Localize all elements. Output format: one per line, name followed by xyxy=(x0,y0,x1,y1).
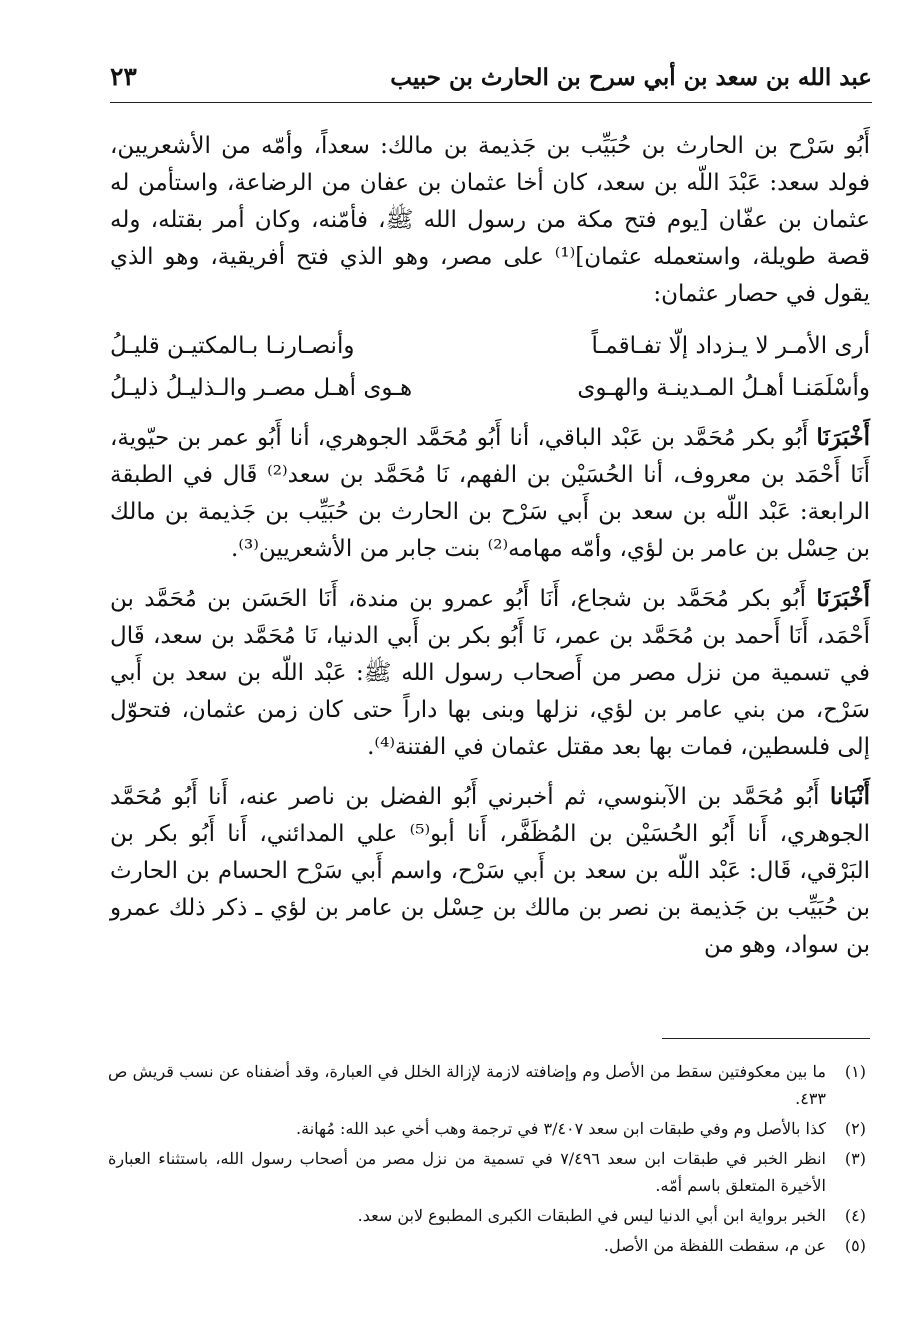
paragraph-3-text: أَبُو بكر مُحَمَّد بن شجاع، أَنَا أَبُو عمرو بن مندة، أَنَا الحَسَن بن مُحَمَّد بن أَحْمَد، أَنَا أَحمد بن مُحَمَّد بن عمر، نَا أَبُو بكر بن أَبي الدنيا، نَا مُحَمَّد بن سعد، قَال في تسمية من نزل مصر من أَصحاب رسول الله ﷺ: عَبْد اللّه بن سعد بن أَبي سَرْح، من بني عامر بن لؤي، نزلها وبنى بها داراً حتى كان زمن عثمان، فتحوّل إلى فلسطين، فمات بها بعد مقتل عثمان في الفتنة⁽⁴⁾. xyxy=(110,586,870,760)
poem-verses xyxy=(110,325,870,409)
footnote-2 xyxy=(108,1115,866,1142)
paragraph-2-lead-word: أَخْبَرَنَا xyxy=(816,424,870,451)
verse-2-second-hemistich: هـوى أهـل مصـر والـذليـلُ ذليـلُ xyxy=(110,375,413,401)
paragraph-4-text: أَبُو مُحَمَّد بن الآبنوسي، ثم أخبرني أَبُو الفضل بن ناصر عنه، أَنا أَبُو مُحَمَّد الجوهري، أَنا أَبُو الحُسَيْن بن المُظَفَّر، أَنا أبو⁽⁵⁾ علي المدائني، أَنا أَبُو بكر بن البَرْقي، قَال: عَبْد اللّه بن سعد بن أَبي سَرْح، واسم أَبي سَرْح الحسام بن الحارث بن حُبَيِّب بن جَذيمة بن نصر بن مالك بن حِسْل بن عامر بن لؤي ـ ذكر ذلك عمرو بن سواد، وهو من xyxy=(110,784,871,958)
footnote-number: (٥) xyxy=(844,1236,866,1255)
footnote-divider xyxy=(662,1038,870,1039)
paragraph-3-lead-word: أَخْبَرَنَا xyxy=(816,585,870,612)
footnote-5 xyxy=(108,1232,866,1259)
footnote-text: ما بين معكوفتين سقط من الأصل وم وإضافته لازمة لإزالة الخلل في العبارة، وقد أضفناه عن نسب قريش ص ٤٣٣. xyxy=(108,1062,826,1108)
verse-line-2 xyxy=(110,367,870,409)
footnote-text: كذا بالأصل وم وفي طبقات ابن سعد ٣/٤٠٧ في ترجمة وهب أخي عبد الله: مُهانة. xyxy=(296,1119,826,1138)
footnote-number: (٢) xyxy=(844,1119,866,1138)
verse-line-1 xyxy=(110,325,870,367)
footnote-number: (٤) xyxy=(844,1206,866,1225)
paragraph-4 xyxy=(110,778,870,964)
paragraph-2 xyxy=(110,419,870,568)
verse-1-second-hemistich: وأنصـارنـا بـالمكتيـن قليـلُ xyxy=(110,333,355,359)
paragraph-4-lead-word: أَنْبَانا xyxy=(829,783,870,810)
footnotes xyxy=(108,1058,866,1262)
footnote-text: انظر الخبر في طبقات ابن سعد ٧/٤٩٦ في تسمية من نزل مصر من أصحاب رسول الله، باستثناء العبارة الأخيرة المتعلق باسم أمّه. xyxy=(108,1149,827,1195)
footnote-text: الخبر برواية ابن أبي الدنيا ليس في الطبقات الكبرى المطبوع لابن سعد. xyxy=(357,1206,826,1225)
footnote-3 xyxy=(108,1145,866,1199)
running-head: عبد الله بن سعد بن أبي سرح بن الحارث بن حبيب xyxy=(390,64,872,91)
paragraph-3 xyxy=(110,580,870,766)
footnote-4 xyxy=(108,1202,866,1229)
footnote-number: (٣) xyxy=(844,1149,866,1168)
paragraph-2-text: أَبُو بكر مُحَمَّد بن عَبْد الباقي، أنا أَبُو مُحَمَّد الجوهري، أنا أَبُو عمر بن حيّوية، أَنَا أَحْمَد بن معروف، أنا الحُسَيْن بن الفهم، نَا مُحَمَّد بن سعد⁽²⁾ قَال في الطبقة الرابعة: عَبْد اللّه بن سعد بن أَبي سَرْح بن الحارث بن حُبَيِّب بن جَذيمة بن مالك بن حِسْل بن عامر بن لؤي، وأمّه مهامه⁽²⁾ بنت جابر من الأشعريين⁽³⁾. xyxy=(110,425,870,562)
page-header xyxy=(110,58,872,103)
paragraph-1: أَبُو سَرْح بن الحارث بن حُبَيِّب بن جَذيمة بن مالك: سعداً، وأمّه من الأشعريين، فولد سعد: عَبْدَ اللّه بن سعد، كان أخا عثمان بن عفان من الرضاعة، واستأمن له عثمان بن عفّان [يوم فتح مكة من رسول الله ﷺ، فأمّنه، وكان أمر بقتله، وله قصة طويلة، واستعمله عثمان]⁽¹⁾ على مصر، وهو الذي فتح أفريقية، وهو الذي يقول في حصار عثمان: xyxy=(110,133,870,307)
footnote-1 xyxy=(108,1058,866,1112)
page-number: ٢٣ xyxy=(110,62,137,91)
verse-2-first-hemistich: وأسْلَمَنـا أهـلُ المـدينـة والهـوى xyxy=(577,375,870,401)
verse-1-first-hemistich: أرى الأمـر لا يـزداد إلّا تفـاقمـاً xyxy=(591,333,870,359)
main-text xyxy=(110,128,870,976)
footnote-text: عن م، سقطت اللفظة من الأصل. xyxy=(603,1236,826,1255)
footnote-number: (١) xyxy=(844,1062,866,1081)
